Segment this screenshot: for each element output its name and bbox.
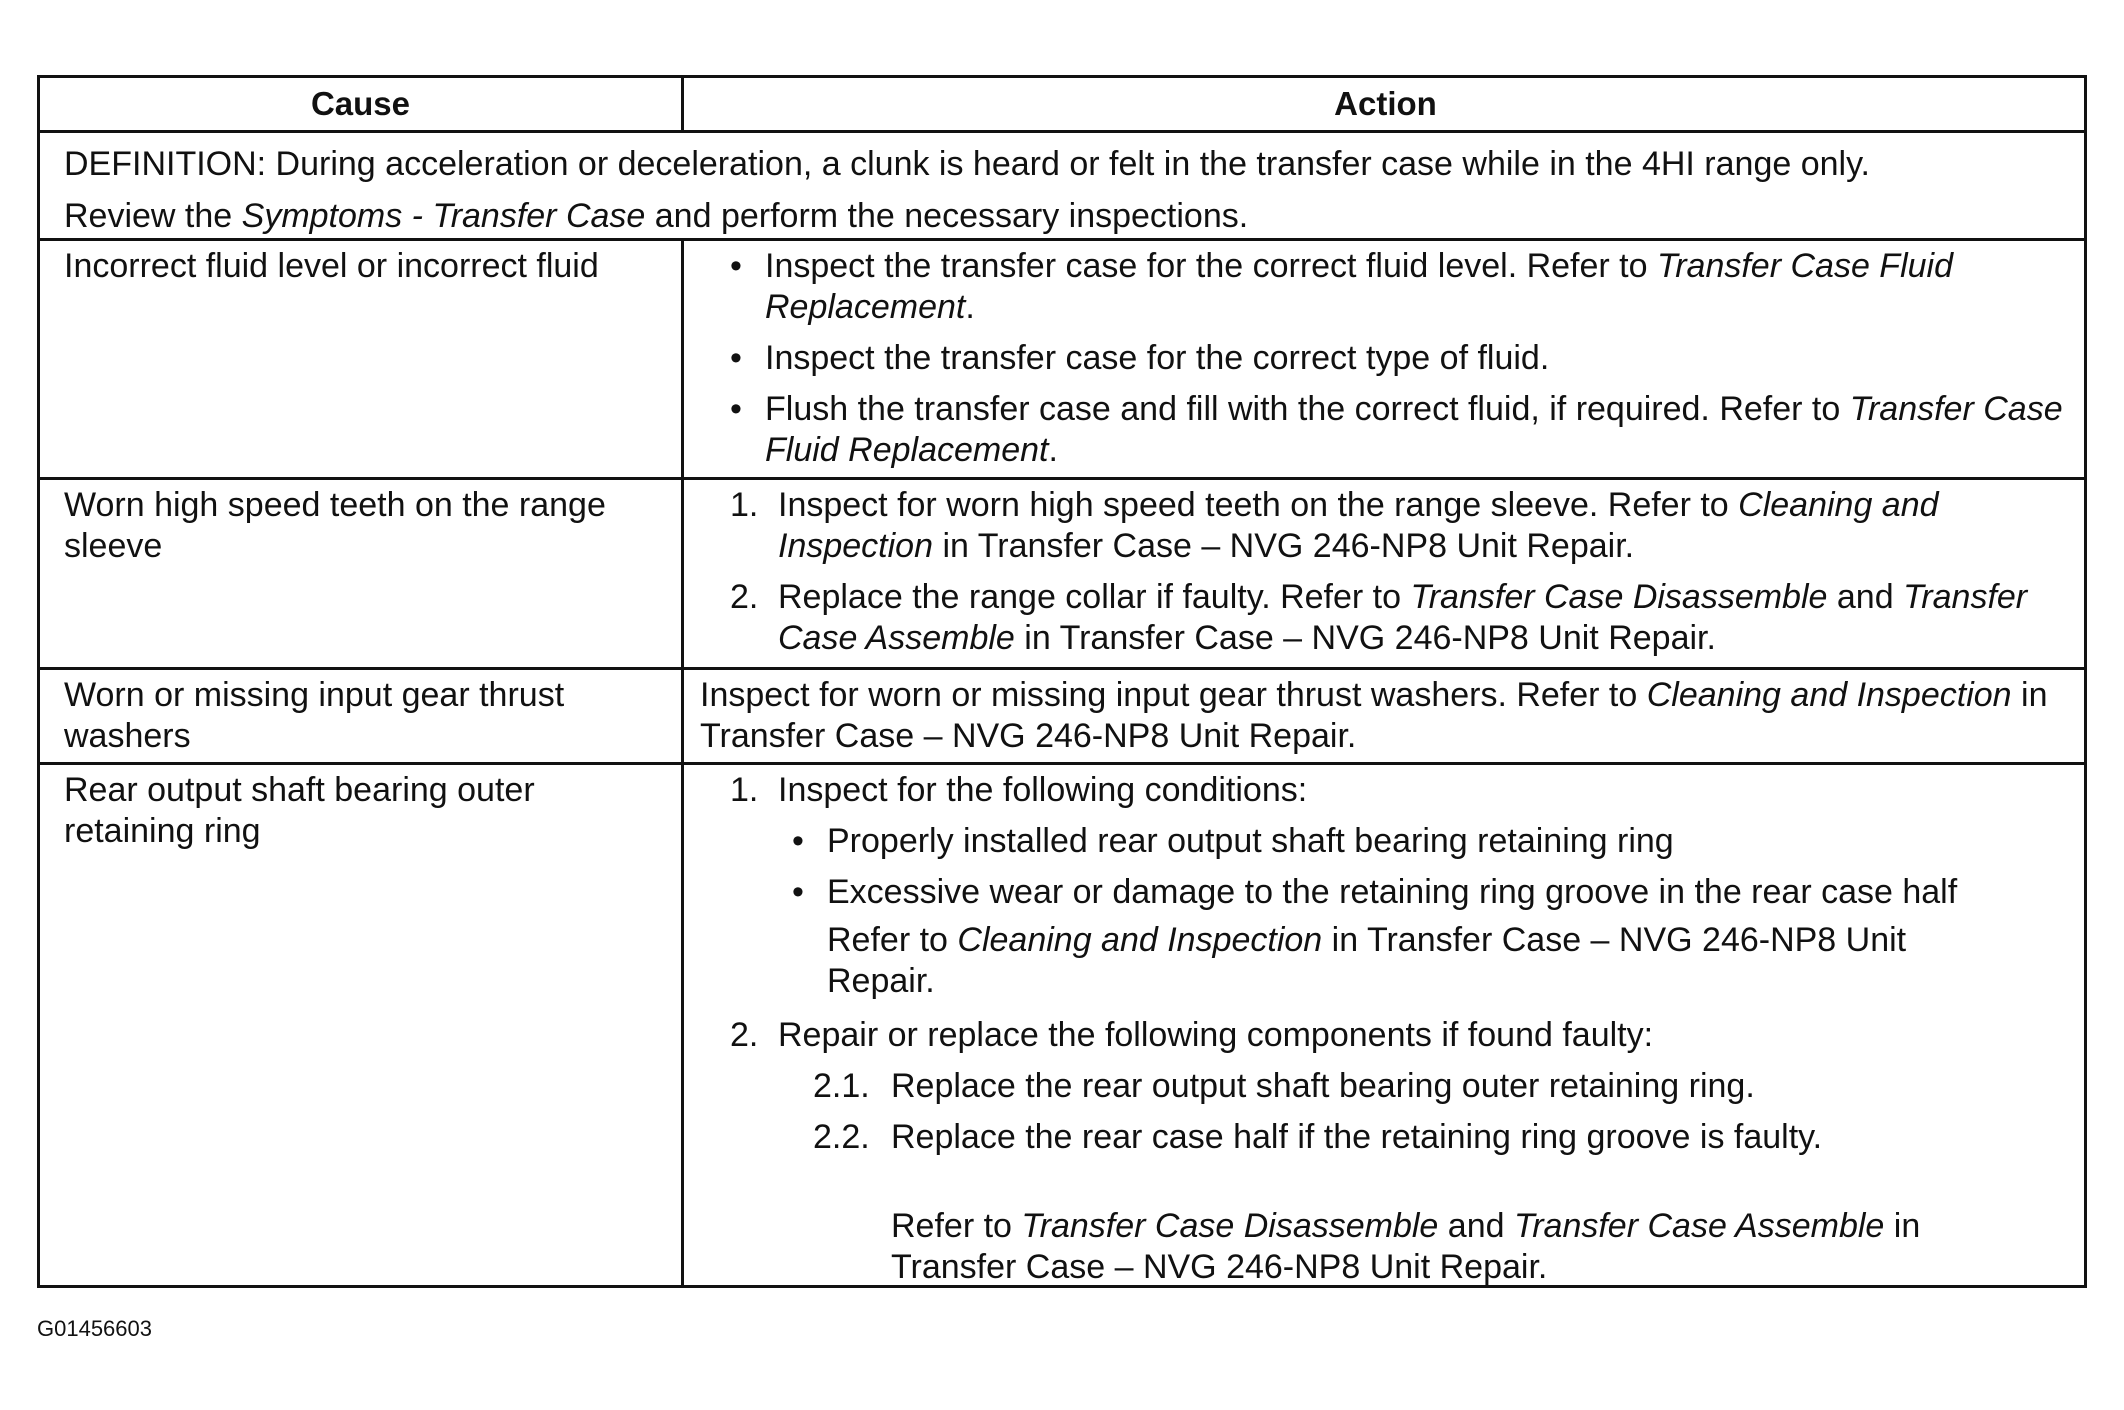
action-cell: Inspect for worn or missing input gear thrust washers. Refer to Cleaning and Inspection in Transfer Case – NVG 246-NP8 Unit Repair. [700, 676, 2048, 755]
step-number: 1. [730, 486, 759, 524]
list-item: • Flush the transfer case and fill with the correct fluid, if required. Refer to Transfer Case Fluid Replacement. [730, 390, 2063, 469]
bullet: • [792, 873, 804, 911]
cause-cell: Rear output shaft bearing outer retaining ring [64, 771, 535, 850]
cause-cell: Worn high speed teeth on the range sleeve [64, 486, 606, 565]
list-item: • Properly installed rear output shaft bearing retaining ring [792, 822, 1674, 860]
sub-list-item: 2.2. Replace the rear case half if the retaining ring groove is faulty. [813, 1118, 1823, 1156]
review-text: Review the Symptoms - Transfer Case and perform the necessary inspections. [64, 197, 1249, 235]
list-item: 1. Inspect for worn high speed teeth on the range sleeve. Refer to Cleaning and Inspection in Transfer Case – NVG 246-NP8 Unit Repair. [730, 486, 1939, 565]
refer-note: Refer to Transfer Case Disassemble and Transfer Case Assemble in Transfer Case – NVG 246-NP8 Unit Repair. [891, 1207, 1921, 1286]
step-number: 2. [730, 1016, 759, 1054]
troubleshooting-table [37, 75, 2087, 1288]
cause-cell: Incorrect fluid level or incorrect fluid [64, 247, 599, 285]
step-number: 1. [730, 771, 759, 809]
bullet: • [730, 390, 742, 428]
definition-row [64, 138, 2054, 242]
figure-id: G01456603 [37, 1316, 152, 1341]
list-item: 2. Repair or replace the following components if found faulty: [730, 1016, 1654, 1054]
sub-list-item: 2.1. Replace the rear output shaft bearing outer retaining ring. [813, 1067, 1755, 1105]
row-divider [40, 762, 2084, 765]
cause-cell: Worn or missing input gear thrust washers [64, 676, 565, 755]
bullet: • [730, 339, 742, 377]
bullet: • [792, 822, 804, 860]
row-divider [40, 130, 2084, 133]
refer-note: Refer to Cleaning and Inspection in Transfer Case – NVG 246-NP8 Unit Repair. [827, 921, 1907, 1000]
bullet: • [730, 247, 742, 285]
step-number: 2.1. [813, 1067, 870, 1105]
row-divider [40, 667, 2084, 670]
step-number: 2. [730, 578, 759, 616]
row-divider [40, 477, 2084, 480]
header-action: Action [1334, 85, 1437, 122]
definition-text: DEFINITION: During acceleration or deceleration, a clunk is heard or felt in the transfer case while in the 4HI range only. [64, 145, 1871, 183]
list-item: • Inspect the transfer case for the correct type of fluid. [730, 339, 1550, 377]
header-cause: Cause [310, 85, 411, 122]
list-item: • Excessive wear or damage to the retaining ring groove in the rear case half [792, 873, 1958, 911]
list-item: 1. Inspect for the following conditions: [730, 771, 1308, 809]
list-item: • Inspect the transfer case for the correct fluid level. Refer to Transfer Case Fluid Replacement. [730, 247, 1953, 326]
step-number: 2.2. [813, 1118, 870, 1156]
list-item: 2. Replace the range collar if faulty. Refer to Transfer Case Disassemble and Transfer Case Assemble in Transfer Case – NVG 246-NP8 Unit Repair. [730, 578, 2028, 657]
